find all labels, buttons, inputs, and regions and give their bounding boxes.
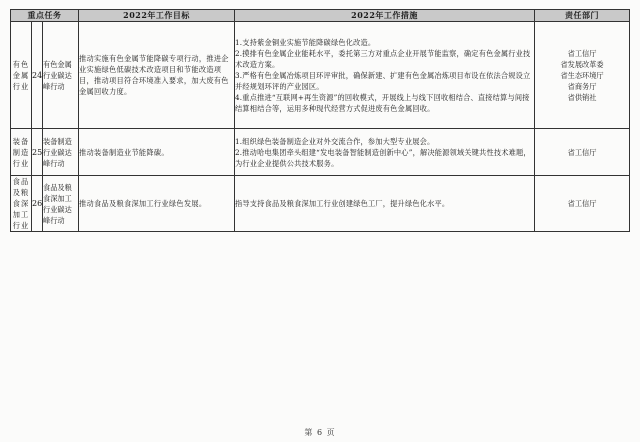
measures-cell — [235, 176, 535, 232]
action-cell: 有色金属行业碳达峰行动 — [43, 22, 79, 129]
task-number: 25 — [32, 129, 43, 176]
measure-item: 2.摸排有色金属企业能耗水平，委托第三方对重点企业开展节能监察，确定有色金属行业技术改造方案。 — [235, 48, 531, 69]
dept-name: 省工信厅 — [567, 147, 597, 157]
task-table — [10, 9, 630, 232]
table-header-row — [11, 10, 630, 22]
header-key-task: 重点任务 — [11, 10, 79, 22]
goal-cell: 推动食品及粮食深加工行业绿色发展。 — [79, 176, 235, 232]
measure-item: 指导支持食品及粮食深加工行业创建绿色工厂，提升绿色化水平。 — [235, 199, 450, 208]
measure-item: 3.严格有色金属冶炼项目环评审批，确保新建、扩建有色金属冶炼项目布设在依法合规设立并经规划环评的产业园区。 — [235, 70, 531, 91]
dept-name: 省发展改革委 — [560, 59, 604, 69]
dept-cell — [535, 22, 630, 129]
measure-item: 1.支持紫金铜业实施节能降碳绿色化改造。 — [235, 37, 376, 47]
table-row — [11, 129, 630, 176]
task-number: 24 — [32, 22, 43, 129]
table-row — [11, 176, 630, 232]
sector-cell: 食品及粮食深加工行业 — [11, 176, 32, 232]
page-number: 第 6 页 — [304, 428, 336, 437]
header-goal: 2022年工作目标 — [79, 10, 235, 22]
table-row — [11, 22, 630, 129]
dept-name: 省生态环境厅 — [560, 70, 604, 80]
measures-cell — [235, 129, 535, 176]
measure-item: 1.组织绿色装备制造企业对外交流合作，参加大型专业展会。 — [235, 136, 435, 146]
sector-cell: 装备制造行业 — [11, 129, 32, 176]
task-number: 26 — [32, 176, 43, 232]
header-measures: 2022年工作措施 — [235, 10, 535, 22]
measure-item: 2.推动哈电集团牵头组建“发电装备智能制造创新中心”，解决能源领域关键共性技术难题，为行业企业提供公共技术服务。 — [235, 147, 531, 168]
action-cell: 食品及粮食深加工行业碳达峰行动 — [43, 176, 79, 232]
header-dept: 责任部门 — [535, 10, 630, 22]
dept-name: 省商务厅 — [567, 81, 597, 91]
goal-cell: 推动实施有色金属节能降碳专项行动，推进企业实施绿色低碳技术改造项目和节能改造项目，推动项目符合环境准入要求，加大废有色金属回收力度。 — [79, 22, 235, 129]
action-cell: 装备制造行业碳达峰行动 — [43, 129, 79, 176]
dept-name: 省工信厅 — [567, 48, 597, 58]
dept-cell — [535, 129, 630, 176]
dept-name: 省工信厅 — [567, 199, 597, 208]
dept-cell — [535, 176, 630, 232]
dept-name: 省供销社 — [567, 92, 597, 102]
goal-cell: 推动装备制造业节能降碳。 — [79, 129, 235, 176]
measures-cell — [235, 22, 535, 129]
sector-cell: 有色金属行业 — [11, 22, 32, 129]
measure-item: 4.重点推进“互联网+再生资源”的回收模式，开展线上与线下回收相结合、直接结算与间接结算相结合等，运用多种现代经营方式促进废有色金属回收。 — [235, 92, 530, 113]
